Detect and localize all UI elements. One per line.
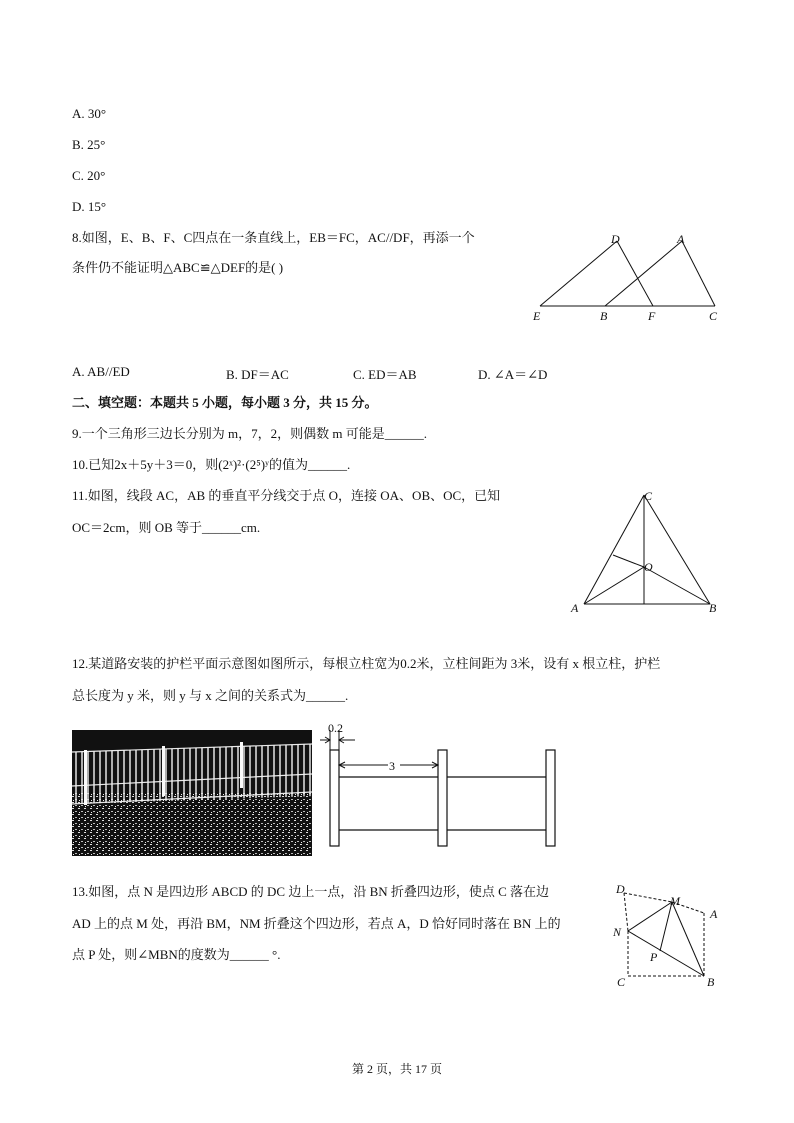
dim-label-post-gap: 3 xyxy=(389,759,395,773)
q10-stem: 10.已知2x＋5y＋3＝0，则(2ˣ)²·(2⁵)ʸ的值为______. xyxy=(72,457,351,472)
q13-label-a: A xyxy=(710,907,718,921)
q8-label-b: B xyxy=(600,309,608,323)
q8-label-c: C xyxy=(709,309,718,323)
q7-option-c: C. 20° xyxy=(72,168,106,183)
railing-photo xyxy=(72,730,312,856)
q11-label-b: B xyxy=(709,601,717,615)
q11-label-o: O xyxy=(644,560,653,574)
q13-fold-figure xyxy=(608,878,733,993)
q12-stem-line2: 总长度为 y 米，则 y 与 x 之间的关系式为______. xyxy=(72,688,349,703)
q13-stem-line1: 13.如图，点 N 是四边形 ABCD 的 DC 边上一点，沿 BN 折叠四边形，使点 C 落在边 xyxy=(72,884,550,899)
q8-label-f: F xyxy=(648,309,656,323)
q13-stem-line2: AD 上的点 M 处，再沿 BM，NM 折叠这个四边形，若点 A，D 恰好同时落在 BN 上的 xyxy=(72,916,561,931)
q8-option-b: B. DF＝AC xyxy=(226,367,289,382)
q11-label-a: A xyxy=(571,601,579,615)
page-footer: 第 2 页，共 17 页 xyxy=(351,1062,442,1076)
q8-option-d: D. ∠A＝∠D xyxy=(478,367,548,382)
q8-label-d: D xyxy=(611,232,620,246)
dim-label-post-width: 0.2 xyxy=(328,721,343,735)
q8-label-e: E xyxy=(533,309,541,323)
q7-option-a: A. 30° xyxy=(72,106,107,121)
railing-schematic xyxy=(320,720,560,850)
q13-stem-line3: 点 P 处，则∠MBN的度数为______ °. xyxy=(72,947,281,962)
q12-stem-line1: 12.某道路安装的护栏平面示意图如图所示，每根立柱宽为0.2米，立柱间距为 3米，设有 x 根立柱，护栏 xyxy=(72,656,661,671)
q8-triangle-figure xyxy=(525,225,725,330)
q11-triangle-figure xyxy=(565,485,725,620)
q13-label-p: P xyxy=(650,950,658,964)
q7-option-b: B. 25° xyxy=(72,137,106,152)
q11-label-c: C xyxy=(644,489,653,503)
q8-option-a: A. AB//ED xyxy=(72,364,130,379)
q13-label-d: D xyxy=(616,882,625,896)
q13-label-m: M xyxy=(670,894,680,908)
q13-label-b: B xyxy=(707,975,715,989)
section-heading-fill-in: 二、填空题：本题共 5 小题，每小题 3 分，共 15 分。 xyxy=(72,395,378,410)
q11-stem-line1: 11.如图，线段 AC，AB 的垂直平分线交于点 O，连接 OA、OB、OC，已知 xyxy=(72,488,501,503)
q9-stem: 9.一个三角形三边长分别为 m，7，2，则偶数 m 可能是______. xyxy=(72,426,427,441)
q8-stem-line2: 条件仍不能证明△ABC≌△DEF的是( ) xyxy=(72,260,284,275)
q8-option-c: C. ED＝AB xyxy=(353,367,417,382)
q8-label-a: A xyxy=(677,232,685,246)
q8-stem-line1: 8.如图，E、B、F、C四点在一条直线上，EB＝FC，AC//DF，再添一个 xyxy=(72,230,475,245)
q13-label-n: N xyxy=(613,925,622,939)
q11-stem-line2: OC＝2cm，则 OB 等于______cm. xyxy=(72,520,261,535)
q13-label-c: C xyxy=(617,975,626,989)
q7-option-d: D. 15° xyxy=(72,199,107,214)
